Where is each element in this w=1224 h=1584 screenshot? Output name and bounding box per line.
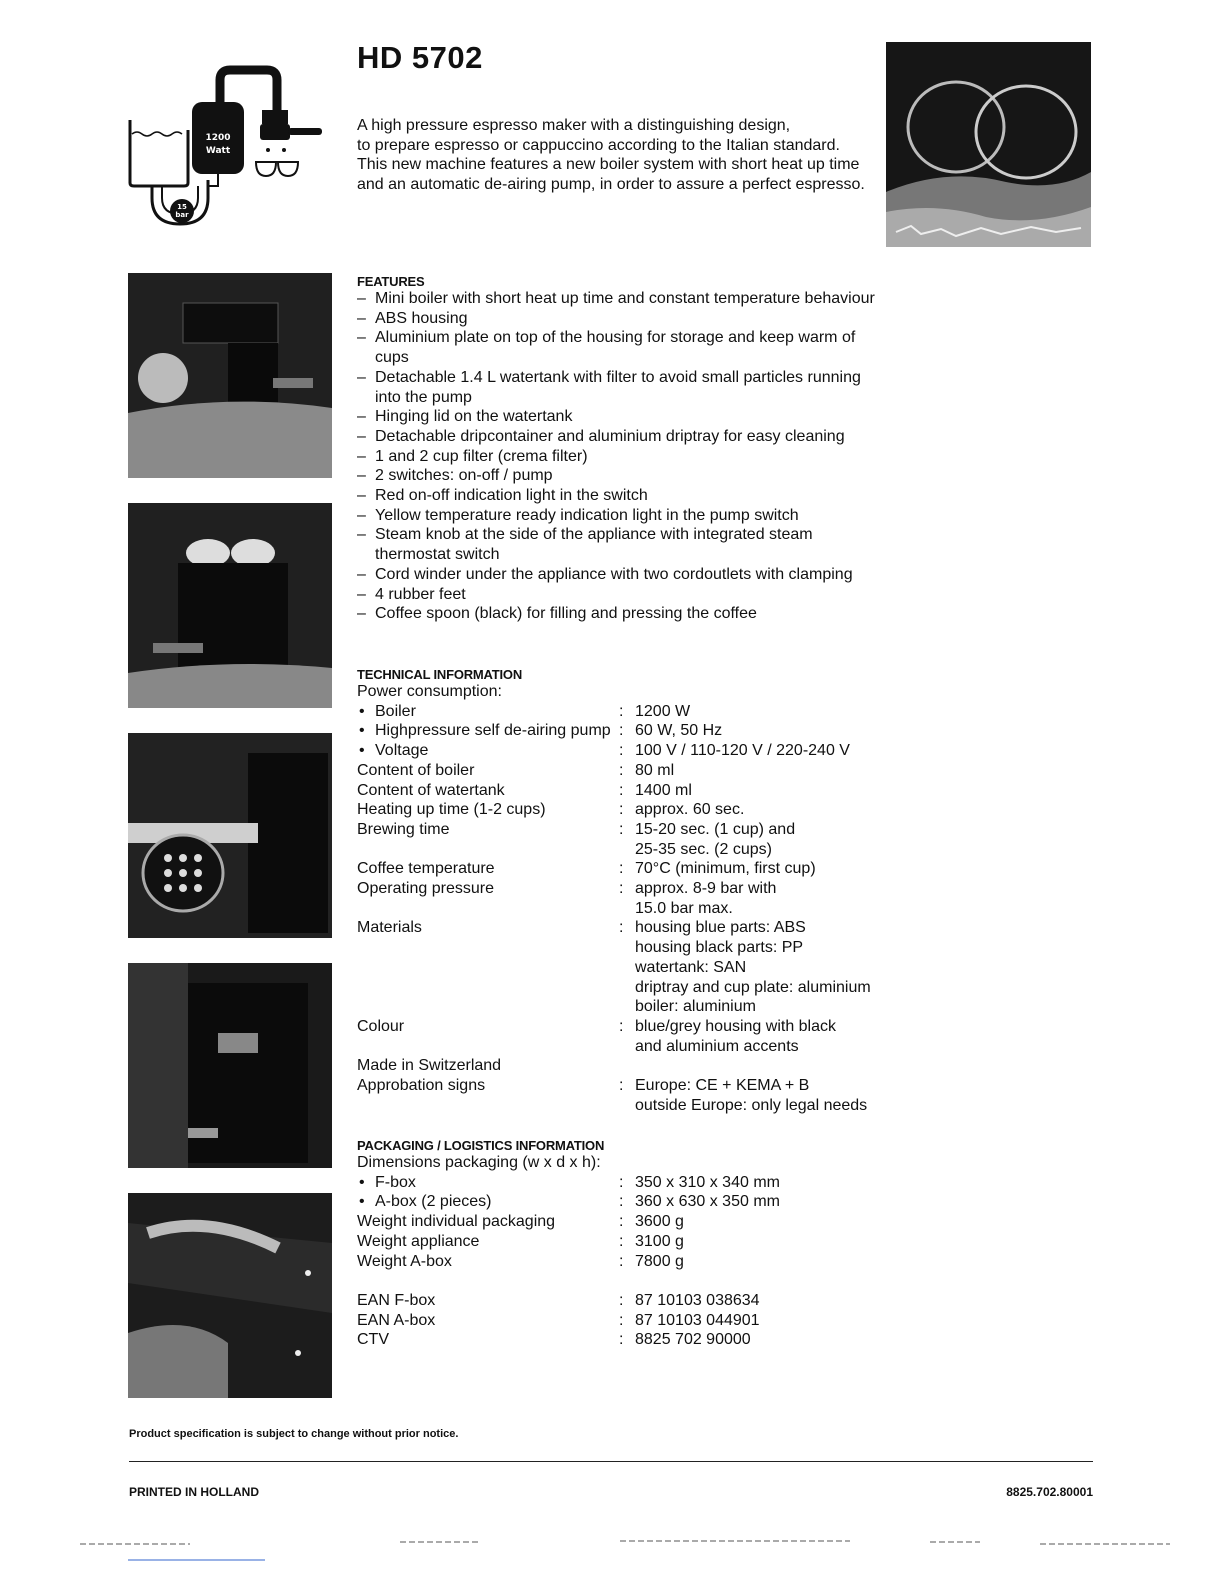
spec-colon: : [619, 1193, 624, 1211]
spec-row [357, 800, 897, 820]
spec-colon: : [619, 860, 624, 878]
ean-table [357, 1291, 897, 1350]
spec-value-line: 80 ml [635, 761, 675, 779]
feature-item: – ABS housing [357, 309, 877, 329]
power-consumption-heading: Power consumption: [357, 683, 502, 700]
spec-label: Made in Switzerland [357, 1057, 502, 1075]
power-label: 1200 [205, 133, 231, 143]
intro-line: A high pressure espresso maker with a distinguishing design, [357, 117, 791, 134]
spec-row [357, 879, 897, 918]
packaging-table [357, 1173, 897, 1272]
spec-colon: : [619, 919, 624, 937]
spec-value [635, 721, 897, 741]
spec-colon: : [619, 722, 624, 740]
disclaimer-notice: Product specification is subject to change without prior notice. [129, 1428, 459, 1440]
spec-value-line: outside Europe: only legal needs [635, 1096, 868, 1114]
product-photo-2 [128, 503, 332, 708]
spec-value-line: blue/grey housing with black [635, 1017, 837, 1035]
spec-value-line: 60 W, 50 Hz [635, 722, 723, 740]
spec-row [357, 1252, 897, 1272]
spec-value-line: 15.0 bar max. [635, 899, 733, 917]
spec-label: Content of boiler [357, 761, 475, 779]
spec-row [357, 820, 897, 859]
feature-item: – Detachable 1.4 L watertank with filter to avoid small particles running into the pump [357, 368, 877, 407]
feature-item: – Steam knob at the side of the appliance with integrated steam thermostat switch [357, 525, 877, 564]
spec-label: • A-box (2 pieces) [357, 1192, 619, 1212]
feature-item: – Coffee spoon (black) for filling and pressing the coffee [357, 604, 877, 624]
spec-label: Brewing time [357, 820, 450, 838]
spec-value-line: 3600 g [635, 1213, 684, 1231]
spec-label: Weight A-box [357, 1252, 452, 1270]
spec-colon: : [619, 1077, 624, 1095]
product-photo-5 [128, 1193, 332, 1398]
intro-line: to prepare espresso or cappuccino according to the Italian standard. [357, 136, 840, 154]
product-photo-top [886, 42, 1091, 247]
spec-value [635, 859, 897, 879]
spec-value [635, 879, 897, 918]
spec-colon: : [619, 1252, 624, 1270]
spec-value-line: 7800 g [635, 1252, 684, 1270]
spec-value-line: 360 x 630 x 350 mm [635, 1193, 780, 1211]
spec-value-line: and aluminium accents [635, 1037, 799, 1055]
spec-row [357, 1291, 897, 1311]
spec-value-line: 87 10103 038634 [635, 1291, 760, 1309]
dimensions-heading: Dimensions packaging (w x d x h): [357, 1154, 601, 1171]
spec-colon: : [619, 1331, 624, 1349]
spec-row [357, 1192, 897, 1212]
spec-row [357, 1311, 897, 1331]
spec-label: Colour [357, 1017, 405, 1035]
spec-value-line: housing black parts: PP [635, 939, 804, 957]
printed-in-label: PRINTED IN HOLLAND [129, 1485, 259, 1499]
spec-label: Heating up time (1-2 cups) [357, 801, 546, 819]
spec-row [357, 1232, 897, 1252]
spec-colon [619, 1056, 635, 1076]
spec-value [635, 1076, 897, 1115]
spec-value [635, 1330, 897, 1350]
product-photo-4 [128, 963, 332, 1168]
spec-value-line: boiler: aluminium [635, 998, 756, 1016]
spec-value-line: 1200 W [635, 702, 691, 720]
spec-value [635, 1311, 897, 1331]
spec-value [635, 702, 897, 722]
spec-label: • Boiler [357, 702, 619, 722]
spec-label: Approbation signs [357, 1077, 486, 1095]
document-code: 8825.702.80001 [1006, 1485, 1093, 1499]
spec-label: Materials [357, 919, 422, 937]
spec-value [635, 761, 897, 781]
boiler-schematic-diagram [122, 58, 322, 230]
scan-artifacts [80, 1538, 1170, 1568]
spec-value [635, 781, 897, 801]
spec-row [357, 859, 897, 879]
spec-value-line: 70°C (minimum, first cup) [635, 860, 816, 878]
spec-colon: : [619, 820, 624, 838]
spec-row [357, 1056, 897, 1076]
spec-value-line: 15-20 sec. (1 cup) and [635, 820, 796, 838]
spec-row [357, 1212, 897, 1232]
product-photo-3 [128, 733, 332, 938]
spec-value-line: 350 x 310 x 340 mm [635, 1173, 780, 1191]
feature-item: – Detachable dripcontainer and aluminium driptray for easy cleaning [357, 427, 877, 447]
spec-colon: : [619, 1232, 624, 1250]
spec-colon: : [619, 1173, 624, 1191]
spec-value [635, 741, 897, 761]
spec-label: Operating pressure [357, 880, 494, 898]
spec-row [357, 761, 897, 781]
spec-value-line: watertank: SAN [635, 958, 747, 976]
packaging-heading: PACKAGING / LOGISTICS INFORMATION [357, 1138, 605, 1153]
spec-label: CTV [357, 1331, 389, 1349]
intro-line: and an automatic de-airing pump, in order to assure a perfect espresso. [357, 176, 865, 194]
packaging-section [357, 1138, 897, 1350]
spec-value [635, 1192, 897, 1212]
spec-label: Weight individual packaging [357, 1213, 556, 1231]
spec-value-line: 25-35 sec. (2 cups) [635, 840, 772, 858]
technical-heading: TECHNICAL INFORMATION [357, 667, 523, 682]
spec-label: • Voltage [357, 741, 619, 761]
spec-row [357, 741, 897, 761]
spec-colon: : [619, 1311, 624, 1329]
spec-value [635, 1212, 897, 1232]
spec-value [635, 918, 897, 1017]
spec-row [357, 781, 897, 801]
spec-label: • F-box [357, 1173, 619, 1193]
intro-paragraph [357, 116, 877, 195]
spec-label: Weight appliance [357, 1232, 480, 1250]
spec-value [635, 1291, 897, 1311]
technical-table [357, 702, 897, 1116]
feature-item: – 1 and 2 cup filter (crema filter) [357, 447, 877, 467]
feature-item: – Yellow temperature ready indication light in the pump switch [357, 506, 877, 526]
spec-colon: : [619, 761, 624, 779]
spec-label: • Highpressure self de-airing pump [357, 721, 619, 741]
spec-value [635, 1017, 897, 1056]
pressure-unit-label: bar [175, 211, 189, 219]
technical-section [357, 667, 897, 1115]
feature-item: – Hinging lid on the watertank [357, 407, 877, 427]
spec-value [635, 1252, 897, 1272]
spec-value [635, 1056, 897, 1076]
page-title: HD 5702 [357, 40, 483, 75]
spec-colon: : [619, 742, 624, 760]
spec-colon: : [619, 880, 624, 898]
feature-item: – Mini boiler with short heat up time and constant temperature behaviour [357, 289, 877, 309]
spec-value-line: approx. 60 sec. [635, 801, 745, 819]
feature-item: – Aluminium plate on top of the housing for storage and keep warm of cups [357, 328, 877, 367]
spec-value-line: driptray and cup plate: aluminium [635, 978, 871, 996]
spec-value-line: 8825 702 90000 [635, 1331, 751, 1349]
spec-colon: : [619, 781, 624, 799]
spec-row [357, 1173, 897, 1193]
spec-row [357, 1330, 897, 1350]
spec-value [635, 820, 897, 859]
spec-label: Coffee temperature [357, 860, 495, 878]
spec-colon: : [619, 1213, 624, 1231]
footer-divider [129, 1461, 1093, 1462]
spec-row [357, 721, 897, 741]
spec-row [357, 1017, 897, 1056]
spec-label: EAN A-box [357, 1311, 436, 1329]
feature-item: – 4 rubber feet [357, 585, 877, 605]
spec-value [635, 1232, 897, 1252]
spec-label: EAN F-box [357, 1291, 436, 1309]
power-unit-label: Watt [205, 146, 231, 156]
intro-line: This new machine features a new boiler system with short heat up time [357, 156, 860, 174]
spec-value [635, 1173, 897, 1193]
features-heading: FEATURES [357, 274, 425, 289]
features-section [357, 274, 877, 624]
feature-item: – Cord winder under the appliance with two cordoutlets with clamping [357, 565, 877, 585]
spec-value-line: Europe: CE + KEMA + B [635, 1077, 810, 1095]
spec-colon: : [619, 702, 624, 720]
spec-value-line: 87 10103 044901 [635, 1311, 760, 1329]
features-list [357, 289, 877, 624]
spec-colon: : [619, 801, 624, 819]
spec-value [635, 800, 897, 820]
spec-value-line: approx. 8-9 bar with [635, 880, 777, 898]
spec-value-line: 3100 g [635, 1232, 684, 1250]
product-photo-1 [128, 273, 332, 478]
pressure-label: 15 [177, 203, 187, 211]
spec-row [357, 918, 897, 1017]
spec-colon: : [619, 1291, 624, 1309]
feature-item: – Red on-off indication light in the switch [357, 486, 877, 506]
spec-value-line: housing blue parts: ABS [635, 919, 806, 937]
spec-row [357, 702, 897, 722]
spec-value-line: 1400 ml [635, 781, 692, 799]
spec-row [357, 1076, 897, 1115]
feature-item: – 2 switches: on-off / pump [357, 466, 877, 486]
spec-label: Content of watertank [357, 781, 505, 799]
spec-value-line: 100 V / 110-120 V / 220-240 V [635, 742, 850, 760]
spec-colon: : [619, 1017, 624, 1035]
